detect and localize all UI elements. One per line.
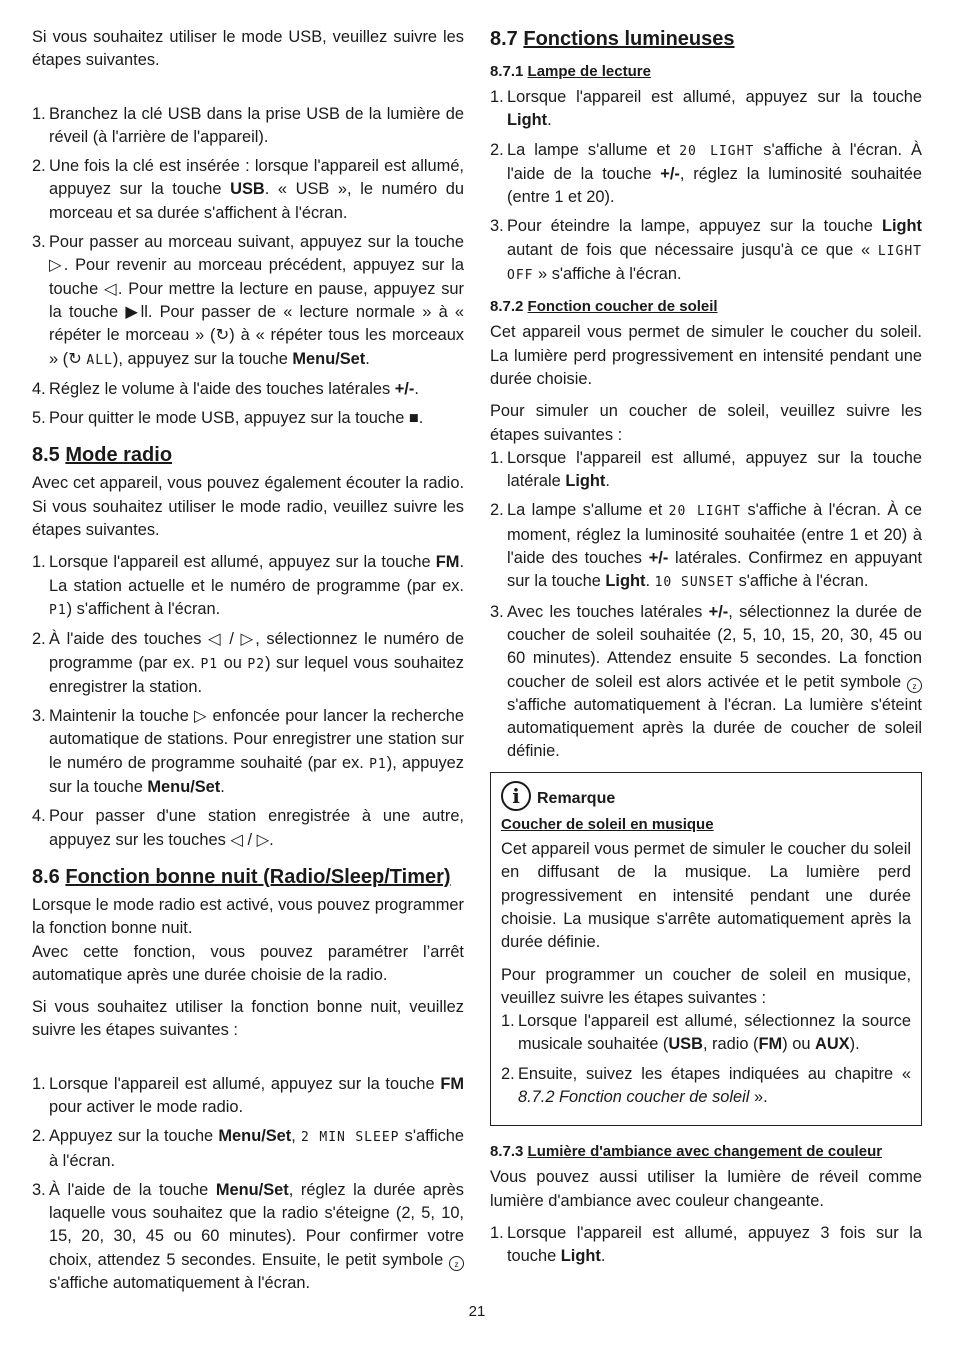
ambient-paragraph: Vous pouvez aussi utiliser la lumière de réveil comme lumière d'ambiance avec couleur changeante. bbox=[490, 1168, 922, 1210]
item-text: À l'aide des touches ◁ / ▷, sélectionnez le numéro de programme (par ex. P1 ou P2) sur lequel vous souhaitez enregistrer la station. bbox=[49, 630, 464, 696]
item-text: Réglez le volume à l'aide des touches latérales +/-. bbox=[49, 379, 419, 398]
sleep-steps-list bbox=[32, 1073, 464, 1296]
item-text: Avec les touches latérales +/-, sélectionnez la durée de coucher de soleil souhaitée (2, 5, 10, 15, 20, 30, 45 ou 60 minutes). Attendez ensuite 5 secondes. La fonction coucher de soleil est alors activée et le petit symbole z s'affiche automatiquement à l'écran. La lumière s'éteint automatiquement après la durée de coucher de soleil définie. bbox=[507, 602, 922, 761]
item-text: À l'aide de la touche Menu/Set, réglez la durée après laquelle vous souhaitez que la radio s'éteigne (2, 5, 10, 15, 20, 30, 45 ou 60 minutes). Pour confirmer votre choix, attendez 5 secondes. Ensuite, le petit symbole z s'affiche automatiquement à l'écran. bbox=[49, 1180, 464, 1293]
section-title: Fonction bonne nuit (Radio/Sleep/Timer) bbox=[65, 865, 451, 888]
item-text: Appuyez sur la touche Menu/Set, 2 MIN SLEEP s'affiche à l'écran. bbox=[49, 1127, 465, 1170]
left-column bbox=[32, 26, 464, 1303]
lamp-steps-list bbox=[490, 86, 922, 287]
subsection-title: Fonction coucher de soleil bbox=[527, 298, 718, 316]
item-text: Maintenir la touche ▷ enfoncée pour lancer la recherche automatique de stations. Pour enregistrer une station sur le numéro de programme souhaité (par ex. P1), appuyez sur la touche Menu/Set. bbox=[49, 707, 464, 797]
sunset-paragraph-2: Pour simuler un coucher de soleil, veuillez suivre les étapes suivantes : bbox=[490, 402, 922, 444]
list-item bbox=[32, 103, 464, 150]
list-item bbox=[32, 231, 464, 372]
sleep-paragraph-2: Avec cette fonction, vous pouvez paramétrer l’arrêt automatique après une durée choisie de la radio. bbox=[32, 942, 464, 984]
radio-steps-list bbox=[32, 551, 464, 852]
right-column bbox=[490, 26, 922, 1276]
item-number: 3. bbox=[490, 217, 504, 236]
sleep-paragraph-1: Lorsque le mode radio est activé, vous pouvez programmer la fonction bonne nuit. bbox=[32, 895, 464, 938]
section-8-7-1-heading bbox=[490, 62, 922, 82]
list-item bbox=[32, 1073, 464, 1120]
item-number: 1. bbox=[32, 553, 46, 572]
item-number: 1. bbox=[490, 1223, 504, 1242]
item-number: 2. bbox=[32, 157, 46, 176]
item-text: Une fois la clé est insérée : lorsque l'appareil est allumé, appuyez sur la touche USB. « USB », le numéro du morceau et sa durée s'affichent à l'écran. bbox=[49, 157, 464, 222]
note-paragraph-1: Cet appareil vous permet de simuler le coucher du soleil en diffusant de la musique. La lumière perd progressivement en intensité pendant une durée choisie. La musique s'arrête automatiquement après la durée définie. bbox=[501, 840, 911, 952]
list-item bbox=[32, 1179, 464, 1295]
note-steps-list bbox=[501, 1010, 911, 1109]
list-item bbox=[501, 1010, 911, 1057]
section-title: Mode radio bbox=[65, 444, 173, 467]
section-8-7-heading bbox=[490, 26, 922, 52]
list-item bbox=[32, 155, 464, 225]
item-number: 3. bbox=[32, 707, 46, 726]
item-text: Lorsque l'appareil est allumé, appuyez sur la touche Light. bbox=[507, 88, 922, 130]
item-text: Lorsque l'appareil est allumé, appuyez sur la touche FM. La station actuelle et le numéro de programme (par ex. P1) s'affichent à l'écran. bbox=[49, 553, 464, 618]
list-item bbox=[490, 86, 922, 133]
note-box bbox=[490, 772, 922, 1127]
usb-steps-list bbox=[32, 103, 464, 431]
item-number: 5. bbox=[32, 409, 46, 428]
ambient-steps-list bbox=[490, 1222, 922, 1269]
item-text: Lorsque l'appareil est allumé, appuyez sur la touche latérale Light. bbox=[507, 448, 922, 491]
note-header bbox=[501, 781, 911, 811]
section-8-7-3-heading bbox=[490, 1142, 922, 1162]
note-title: Remarque bbox=[537, 790, 616, 808]
item-text: Pour passer au morceau suivant, appuyez sur la touche ▷. Pour revenir au morceau précédent, appuyez sur la touche ◁. Pour mettre la lecture en pause, appuyez sur la touche ▶ll. Pour passer de « lecture normale » à « répéter le morceau » (↻) à « répéter tous les morceaux » (↻ ALL), appuyez sur la touche Menu/Set. bbox=[49, 233, 464, 368]
list-item bbox=[32, 705, 464, 799]
item-number: 1. bbox=[490, 448, 504, 467]
list-item bbox=[32, 407, 464, 430]
subsection-number: 8.7.1 bbox=[490, 63, 524, 80]
item-number: 2. bbox=[32, 630, 46, 649]
usb-intro: Si vous souhaitez utiliser le mode USB, veuillez suivre les étapes suivantes. bbox=[32, 28, 464, 70]
list-item bbox=[490, 215, 922, 287]
section-8-7-2-heading bbox=[490, 297, 922, 317]
item-text: Pour quitter le mode USB, appuyez sur la touche ■. bbox=[49, 409, 424, 428]
section-number: 8.6 bbox=[32, 865, 60, 888]
info-icon: i bbox=[501, 781, 531, 811]
item-number: 2. bbox=[490, 501, 504, 520]
list-item bbox=[32, 805, 464, 852]
list-item bbox=[32, 628, 464, 699]
note-paragraph-2: Pour programmer un coucher de soleil en musique, veuillez suivre les étapes suivantes : bbox=[501, 965, 911, 1007]
section-number: 8.7 bbox=[490, 28, 518, 50]
subsection-title: Lumière d'ambiance avec changement de couleur bbox=[527, 1143, 883, 1161]
sunset-steps-list bbox=[490, 447, 922, 764]
item-number: 1. bbox=[32, 104, 46, 123]
list-item bbox=[490, 447, 922, 494]
sunset-paragraph-1: Cet appareil vous permet de simuler le coucher du soleil. La lumière perd progressivement en intensité pendant une durée choisie. bbox=[490, 323, 922, 388]
section-8-5-heading bbox=[32, 442, 464, 468]
subsection-number: 8.7.2 bbox=[490, 298, 524, 316]
subsection-number: 8.7.3 bbox=[490, 1143, 524, 1161]
item-number: 3. bbox=[490, 602, 504, 621]
item-text: La lampe s'allume et 20 LIGHT s'affiche à l'écran. À ce moment, réglez la luminosité souhaitée (entre 1 et 20) à l'aide des touches +/- latérales. Confirmez en appuyant sur la touche Light. 10 SUNSET s'affiche à l'écran. bbox=[507, 501, 922, 591]
item-text: Lorsque l'appareil est allumé, appuyez sur la touche FM pour activer le mode radio. bbox=[49, 1074, 464, 1116]
item-text: La lampe s'allume et 20 LIGHT s'affiche à l'écran. À l'aide de la touche +/-, réglez la luminosité souhaitée (entre 1 et 20). bbox=[507, 140, 922, 207]
item-number: 3. bbox=[32, 1180, 46, 1199]
item-text: Lorsque l'appareil est allumé, appuyez 3 fois sur la touche Light. bbox=[507, 1223, 922, 1266]
item-number: 2. bbox=[32, 1127, 46, 1146]
item-text: Ensuite, suivez les étapes indiquées au chapitre « 8.7.2 Fonction coucher de soleil ». bbox=[518, 1064, 911, 1106]
subsection-title: Lampe de lecture bbox=[527, 63, 651, 80]
item-number: 1. bbox=[501, 1012, 515, 1031]
item-text: Pour éteindre la lampe, appuyez sur la touche Light autant de fois que nécessaire jusqu'à ce que « LIGHT OFF » s'affiche à l'écran. bbox=[507, 217, 922, 284]
list-item bbox=[32, 378, 464, 401]
section-number: 8.5 bbox=[32, 444, 60, 467]
note-subtitle: Coucher de soleil en musique bbox=[501, 815, 714, 833]
list-item bbox=[32, 1125, 464, 1173]
list-item bbox=[501, 1063, 911, 1110]
item-text: Lorsque l'appareil est allumé, sélectionnez la source musicale souhaitée (USB, radio (FM) ou AUX). bbox=[518, 1012, 911, 1054]
item-number: 2. bbox=[490, 140, 504, 159]
page-number: 21 bbox=[468, 1303, 486, 1320]
item-number: 3. bbox=[32, 233, 46, 252]
item-number: 2. bbox=[501, 1064, 515, 1083]
radio-intro: Avec cet appareil, vous pouvez également écouter la radio. Si vous souhaitez utiliser le mode radio, veuillez suivre les étapes suivantes. bbox=[32, 474, 464, 540]
list-item bbox=[32, 551, 464, 622]
item-text: Branchez la clé USB dans la prise USB de la lumière de réveil (à l'arrière de l'appareil). bbox=[49, 104, 464, 146]
list-item bbox=[490, 1222, 922, 1269]
list-item bbox=[490, 139, 922, 210]
list-item bbox=[490, 499, 922, 594]
sleep-paragraph-3: Si vous souhaitez utiliser la fonction bonne nuit, veuillez suivre les étapes suivantes : bbox=[32, 998, 464, 1040]
sleep-icon: z bbox=[907, 678, 922, 693]
item-number: 4. bbox=[32, 807, 46, 826]
item-number: 1. bbox=[490, 88, 504, 106]
section-8-6-heading bbox=[32, 864, 464, 890]
item-text: Pour passer d'une station enregistrée à une autre, appuyez sur les touches ◁ / ▷. bbox=[49, 807, 464, 849]
list-item bbox=[490, 601, 922, 764]
item-number: 4. bbox=[32, 379, 46, 398]
sleep-icon: z bbox=[449, 1256, 464, 1271]
section-title: Fonctions lumineuses bbox=[523, 28, 735, 50]
item-number: 1. bbox=[32, 1074, 46, 1093]
